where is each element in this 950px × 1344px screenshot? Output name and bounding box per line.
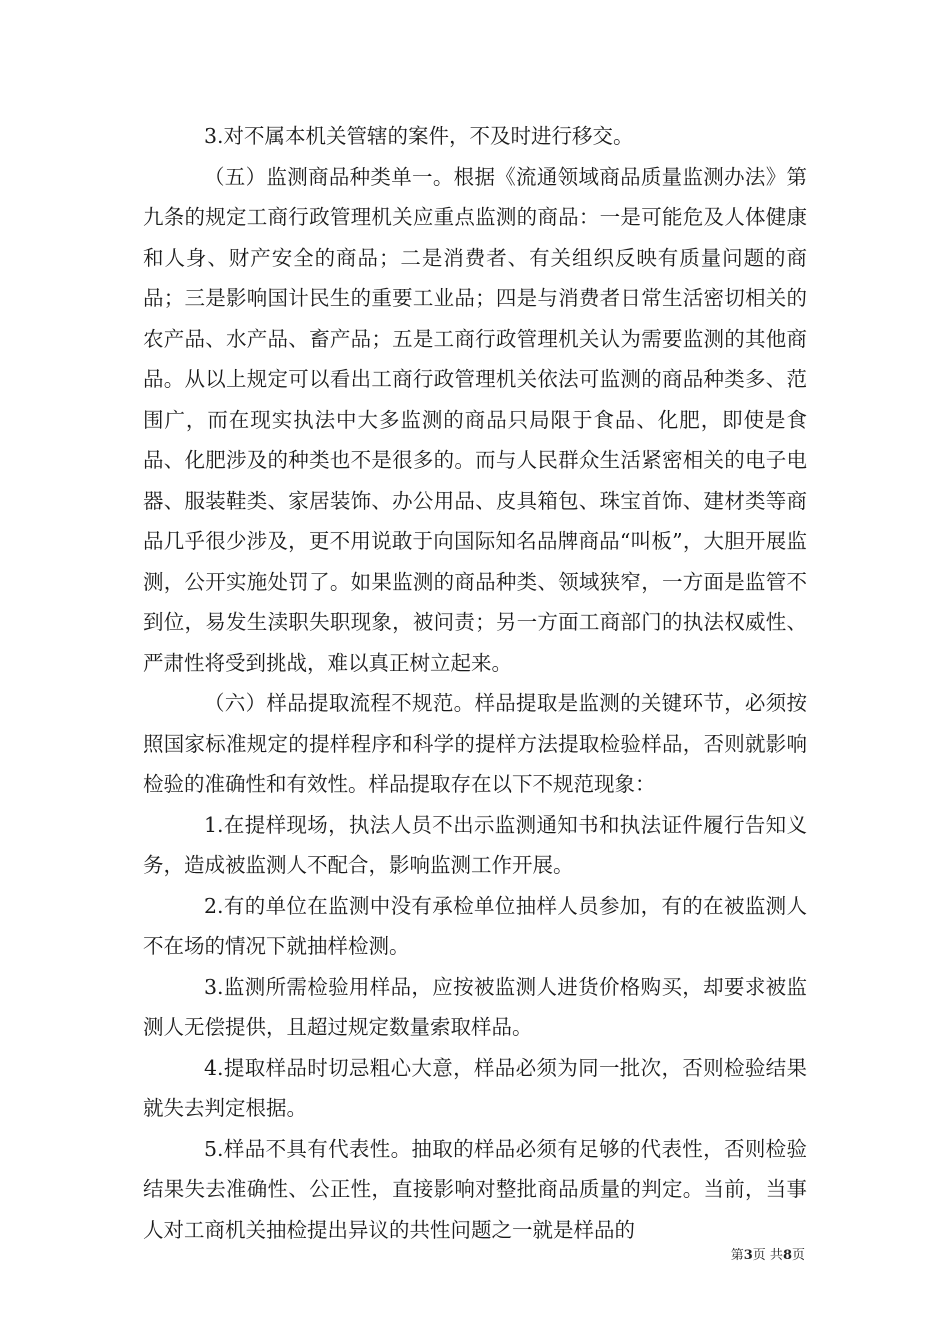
paragraph-item-3: 3.监测所需检验用样品，应按被监测人进货价格购买，却要求被监测人无偿提供，且超过规定数量索取样品。 [143, 974, 807, 1039]
footer-middle: 页 共 [752, 1248, 783, 1263]
footer-prefix: 第 [730, 1248, 744, 1263]
paragraph-item-4: 4.提取样品时切忌粗心大意，样品必须为同一批次，否则检验结果就失去判定根据。 [143, 1055, 807, 1120]
paragraph-section-5: （五）监测商品种类单一。根据《流通领域商品质量监测办法》第九条的规定工商行政管理机关应重点监测的商品：一是可能危及人体健康和人身、财产安全的商品；二是消费者、有关组织反映有质量问题的商品；三是影响国计民生的重要工业品；四是与消费者日常生活密切相关的农产品、水产品、畜产品；五是工商行政管理机关认为需要监测的其他商品。从以上规定可以看出工商行政管理机关依法可监测的商品种类多、范围广，而在现实执法中大多监测的商品只局限于食品、化肥，即使是食品、化肥涉及的种类也不是很多的。而与人民群众生活紧密相关的电子电器、服装鞋类、家居装饰、办公用品、皮具箱包、珠宝首饰、建材类等商品几乎很少涉及，更不用说敢于向国际知名品牌商品“叫板”，大胆开展监测，公开实施处罚了。如果监测的商品种类、领域狭窄，一方面是监管不到位，易发生渎职失职现象，被问责；另一方面工商部门的执法权威性、严肃性将受到挑战，难以真正树立起来。 [143, 164, 807, 675]
footer-current-page: 3 [743, 1248, 753, 1263]
paragraph-item-5: 5.样品不具有代表性。抽取的样品必须有足够的代表性，否则检验结果失去准确性、公正性，直接影响对整批商品质量的判定。当前，当事人对工商机关抽检提出异议的共性问题之一就是样品的 [143, 1136, 807, 1242]
paragraph-section-6: （六）样品提取流程不规范。样品提取是监测的关键环节，必须按照国家标准规定的提样程序和科学的提样方法提取检验样品，否则就影响检验的准确性和有效性。样品提取存在以下不规范现象： [143, 691, 807, 796]
page-footer [731, 1248, 805, 1264]
body-text [143, 116, 807, 1250]
paragraph-item-3-transfer: 3.对不属本机关管辖的案件，不及时进行移交。 [204, 124, 634, 148]
footer-total-pages: 8 [782, 1248, 792, 1263]
footer-suffix: 页 [791, 1248, 805, 1263]
paragraph-item-1: 1.在提样现场，执法人员不出示监测通知书和执法证件履行告知义务，造成被监测人不配合，影响监测工作开展。 [143, 812, 807, 877]
paragraph-item-2: 2.有的单位在监测中没有承检单位抽样人员参加，有的在被监测人不在场的情况下就抽样检测。 [143, 893, 807, 958]
